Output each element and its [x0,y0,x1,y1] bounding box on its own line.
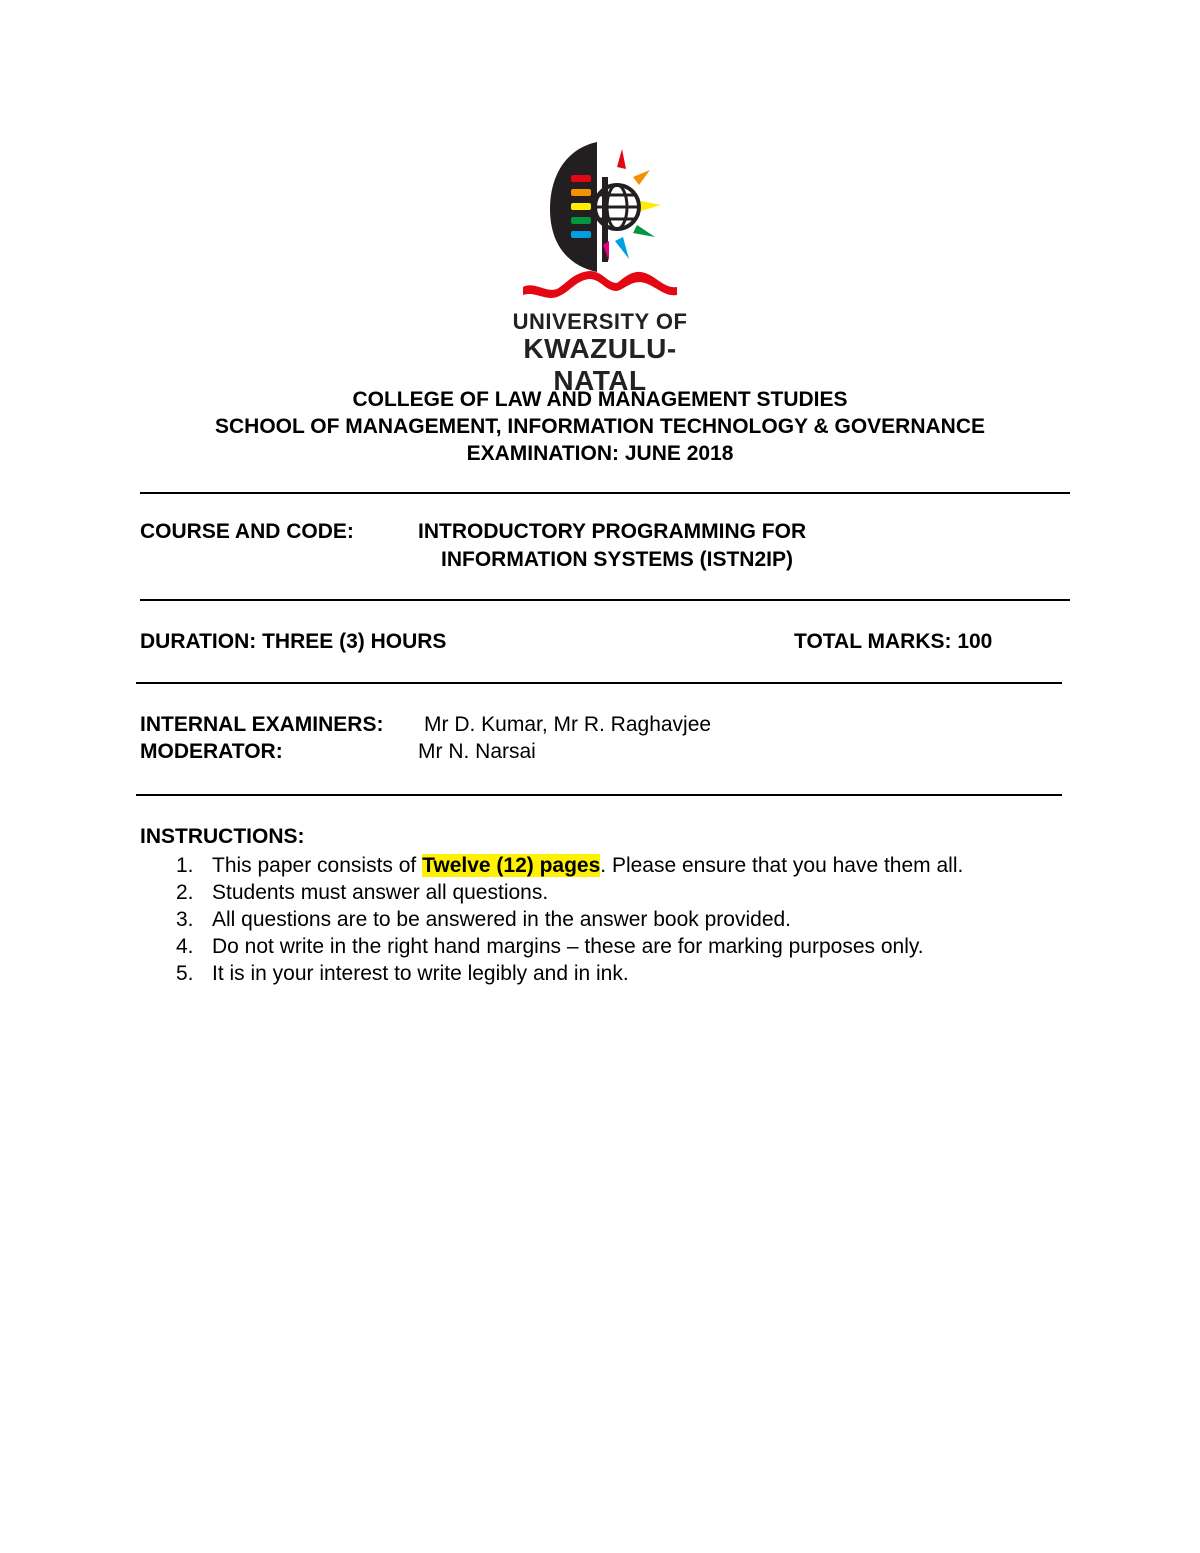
school-title: SCHOOL OF MANAGEMENT, INFORMATION TECHNOLOGY & GOVERNANCE [214,415,986,438]
course-value-line2: INFORMATION SYSTEMS (ISTN2IP) [441,548,793,571]
instruction-text: It is in your interest to write legibly and in ink. [212,962,629,985]
instruction-text-pre: This paper consists of [212,854,423,877]
instruction-text [212,852,963,879]
logo-text-kwazulu-natal: KWAZULU-NATAL [523,333,677,396]
duration-text: DURATION: THREE (3) HOURS [140,630,447,653]
instruction-number: 3. [176,908,194,931]
moderator-value: Mr N. Narsai [418,740,536,763]
instruction-text: Students must answer all questions. [212,881,549,904]
divider [140,492,1070,494]
moderator-label: MODERATOR: [140,740,283,763]
course-value-line1: INTRODUCTORY PROGRAMMING FOR [418,520,807,543]
instruction-text-post: . Please ensure that you have them all. [600,854,964,877]
logo-text-university-of: UNIVERSITY OF [512,309,688,334]
instruction-text: All questions are to be answered in the answer book provided. [212,908,792,931]
instruction-number: 1. [176,854,194,877]
instructions-heading: INSTRUCTIONS: [140,825,305,848]
course-label: COURSE AND CODE: [140,520,354,543]
instruction-number: 4. [176,935,194,958]
ukzn-emblem-icon [505,137,725,307]
divider [136,794,1062,796]
total-marks: TOTAL MARKS: 100 [794,630,993,653]
internal-examiners-value: Mr D. Kumar, Mr R. Raghavjee [424,713,712,736]
college-title: COLLEGE OF LAW AND MANAGEMENT STUDIES [352,388,848,411]
divider [140,599,1070,601]
instruction-number: 2. [176,881,194,904]
instruction-number: 5. [176,962,194,985]
internal-examiners-label: INTERNAL EXAMINERS: [140,713,384,736]
university-logo [505,137,725,396]
instruction-text: Do not write in the right hand margins – these are for marking purposes only. [212,935,924,958]
highlighted-page-count: Twelve (12) pages [422,854,601,877]
divider [136,682,1062,684]
examination-title: EXAMINATION: JUNE 2018 [466,442,734,465]
